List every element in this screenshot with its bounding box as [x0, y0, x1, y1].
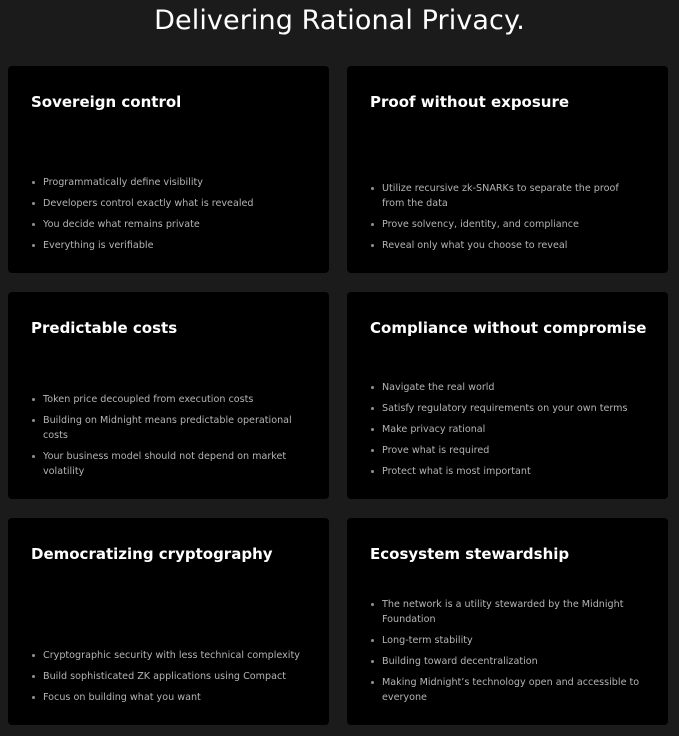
list-item-text: Make privacy rational [382, 424, 486, 435]
list-item-text: Making Midnight’s technology open and accessible to everyone [382, 677, 640, 703]
list-item [370, 422, 644, 437]
list-item-text: You decide what remains private [43, 219, 200, 230]
feature-list [370, 380, 644, 479]
bullet-dot-icon [371, 603, 374, 606]
card-title: Sovereign control [31, 93, 182, 111]
card-democratizing-cryptography [8, 518, 329, 725]
feature-list [31, 648, 305, 705]
bullet-dot-icon [371, 660, 374, 663]
list-item-text: Developers control exactly what is revealed [43, 198, 254, 209]
bullet-dot-icon [371, 681, 374, 684]
list-item-text: Prove solvency, identity, and compliance [382, 219, 579, 230]
card-title: Democratizing cryptography [31, 545, 273, 563]
list-item [31, 449, 305, 479]
list-item-text: The network is a utility stewarded by the Midnight Foundation [382, 599, 624, 625]
bullet-dot-icon [371, 428, 374, 431]
bullet-dot-icon [32, 696, 35, 699]
list-item [31, 175, 305, 190]
list-item [370, 380, 644, 395]
list-item [31, 196, 305, 211]
card-compliance-without-compromise [347, 292, 668, 499]
card-title: Proof without exposure [370, 93, 570, 111]
list-item-text: Long-term stability [382, 635, 473, 646]
list-item [31, 690, 305, 705]
card-title: Ecosystem stewardship [370, 545, 570, 563]
card-predictable-costs [8, 292, 329, 499]
list-item [370, 443, 644, 458]
page-title: Delivering Rational Privacy. [154, 5, 525, 36]
bullet-dot-icon [371, 470, 374, 473]
list-item-text: Protect what is most important [382, 466, 531, 477]
list-item [370, 217, 644, 232]
list-item [370, 401, 644, 416]
list-item [370, 597, 644, 627]
bullet-dot-icon [32, 181, 35, 184]
list-item [370, 675, 644, 705]
list-item [370, 181, 644, 211]
bullet-dot-icon [32, 223, 35, 226]
bullet-dot-icon [371, 639, 374, 642]
feature-list [370, 181, 644, 253]
list-item [31, 238, 305, 253]
list-item-text: Build sophisticated ZK applications using Compact [43, 671, 286, 682]
bullet-dot-icon [32, 455, 35, 458]
list-item-text: Utilize recursive zk-SNARKs to separate the proof from the data [382, 183, 619, 209]
card-sovereign-control [8, 66, 329, 273]
feature-list [31, 392, 305, 479]
list-item [31, 648, 305, 663]
bullet-dot-icon [32, 244, 35, 247]
card-proof-without-exposure [347, 66, 668, 273]
list-item-text: Building on Midnight means predictable operational costs [43, 415, 292, 441]
bullet-dot-icon [32, 419, 35, 422]
list-item-text: Navigate the real world [382, 382, 495, 393]
list-item [31, 669, 305, 684]
bullet-dot-icon [32, 654, 35, 657]
bullet-dot-icon [371, 449, 374, 452]
list-item-text: Programmatically define visibility [43, 177, 203, 188]
list-item-text: Prove what is required [382, 445, 490, 456]
bullet-dot-icon [371, 407, 374, 410]
list-item-text: Token price decoupled from execution costs [43, 394, 254, 405]
card-title: Compliance without compromise [370, 319, 647, 337]
bullet-dot-icon [371, 187, 374, 190]
list-item-text: Your business model should not depend on market volatility [43, 451, 287, 477]
list-item [370, 654, 644, 669]
list-item [370, 633, 644, 648]
card-title: Predictable costs [31, 319, 178, 337]
bullet-dot-icon [32, 398, 35, 401]
card-ecosystem-stewardship [347, 518, 668, 725]
list-item-text: Everything is verifiable [43, 240, 154, 251]
list-item [370, 464, 644, 479]
bullet-dot-icon [371, 223, 374, 226]
list-item [31, 217, 305, 232]
bullet-dot-icon [371, 386, 374, 389]
feature-list [370, 597, 644, 705]
list-item-text: Reveal only what you choose to reveal [382, 240, 568, 251]
bullet-dot-icon [32, 202, 35, 205]
list-item [31, 392, 305, 407]
list-item-text: Building toward decentralization [382, 656, 538, 667]
list-item-text: Satisfy regulatory requirements on your own terms [382, 403, 628, 414]
list-item-text: Focus on building what you want [43, 692, 201, 703]
list-item-text: Cryptographic security with less technical complexity [43, 650, 300, 661]
bullet-dot-icon [371, 244, 374, 247]
feature-list [31, 175, 305, 253]
bullet-dot-icon [32, 675, 35, 678]
list-item [370, 238, 644, 253]
list-item [31, 413, 305, 443]
